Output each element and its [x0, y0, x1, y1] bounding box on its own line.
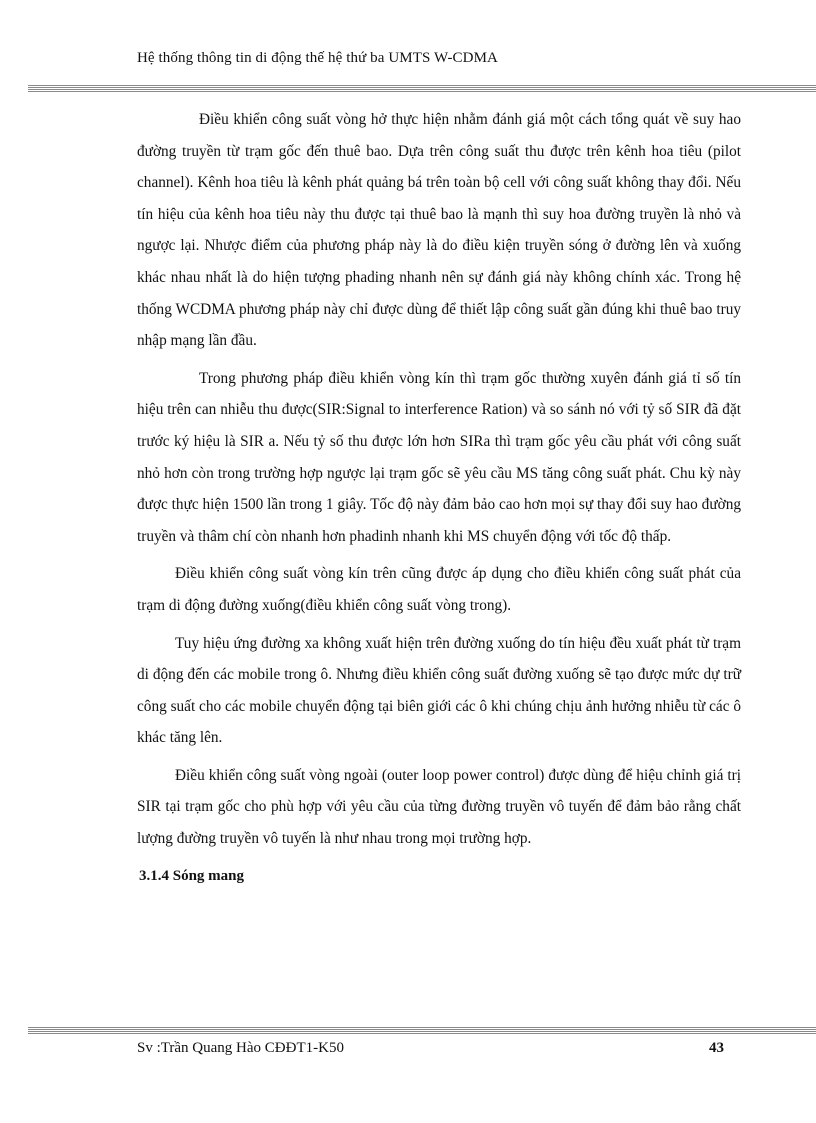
paragraph-closed-loop: Trong phương pháp điều khiển vòng kín thì trạm gốc thường xuyên đánh giá tỉ số tín hiệu trên can nhiễu thu được(SIR:Signal to interference Ration) và so sánh nó với tỷ số SIR đã đặt trước ký hiệu là SIR a. Nếu tỷ số thu được lớn hơn SIRa thì trạm gốc yêu cầu phát với công suất nhỏ hơn còn trong trường hợp ngược lại trạm gốc sẽ yêu cầu MS tăng công suất phát. Chu kỳ này được thực hiện 1500 lần trong 1 giây. Tốc độ này đảm bảo cao hơn mọi sự thay đổi suy hao đường truyền và thâm chí còn nhanh hơn phadinh nhanh khi MS chuyển động với tốc độ thấp. — [137, 369, 741, 545]
paragraph-near-far: Tuy hiệu ứng đường xa không xuất hiện trên đường xuống do tín hiệu đều xuất phát từ trạm di động đến các mobile trong ô. Nhưng điều khiển công suất đường xuống sẽ tạo được mức dự trữ công suất cho các mobile chuyển động tại biên giới các ô khi chúng chịu ảnh hưởng nhiễu từ các ô khác tăng lên. — [137, 634, 741, 747]
paragraph-open-loop: Điều khiển công suất vòng hở thực hiện nhằm đánh giá một cách tổng quát về suy hao đường truyền từ trạm gốc đến thuê bao. Dựa trên công suất thu được trên kênh hoa tiêu (pilot channel). Kênh hoa tiêu là kênh phát quảng bá trên toàn bộ cell với công suất không thay đổi. Nếu tín hiệu của kênh hoa tiêu này thu được tại thuê bao là mạnh thì suy hoa đường truyền là nhỏ và ngược lại. Nhược điểm của phương pháp này là do điều kiện truyền sóng ở đường lên và xuống khác nhau nhất là do hiện tượng phading nhanh nên sự đánh giá này không chính xác. Trong hệ thống WCDMA phương pháp này chỉ được dùng để thiết lập công suất gần đúng khi thuê bao truy nhập mạng lần đầu. — [137, 111, 741, 350]
header-rule — [28, 85, 816, 92]
footer-rule — [28, 1027, 816, 1034]
paragraph-closed-loop-downlink: Điều khiển công suất vòng kín trên cũng được áp dụng cho điều khiển công suất phát của trạm di động đường xuống(điều khiển công suất vòng trong). — [137, 565, 741, 614]
page-number: 43 — [709, 1040, 724, 1056]
section-heading: 3.1.4 Sóng mang — [139, 867, 245, 884]
footer-author: Sv :Trần Quang Hào CĐĐT1-K50 — [137, 1040, 344, 1056]
page-header-title: Hệ thống thông tin di động thế hệ thứ ba UMTS W-CDMA — [137, 50, 498, 66]
document-body — [137, 104, 741, 892]
paragraph-outer-loop: Điều khiển công suất vòng ngoài (outer loop power control) được dùng để hiệu chỉnh giá trị SIR tại trạm gốc cho phù hợp với yêu cầu của từng đường truyền vô tuyến để đảm bảo rằng chất lượng đường truyền vô tuyến là như nhau trong mọi trường hợp. — [137, 766, 741, 848]
